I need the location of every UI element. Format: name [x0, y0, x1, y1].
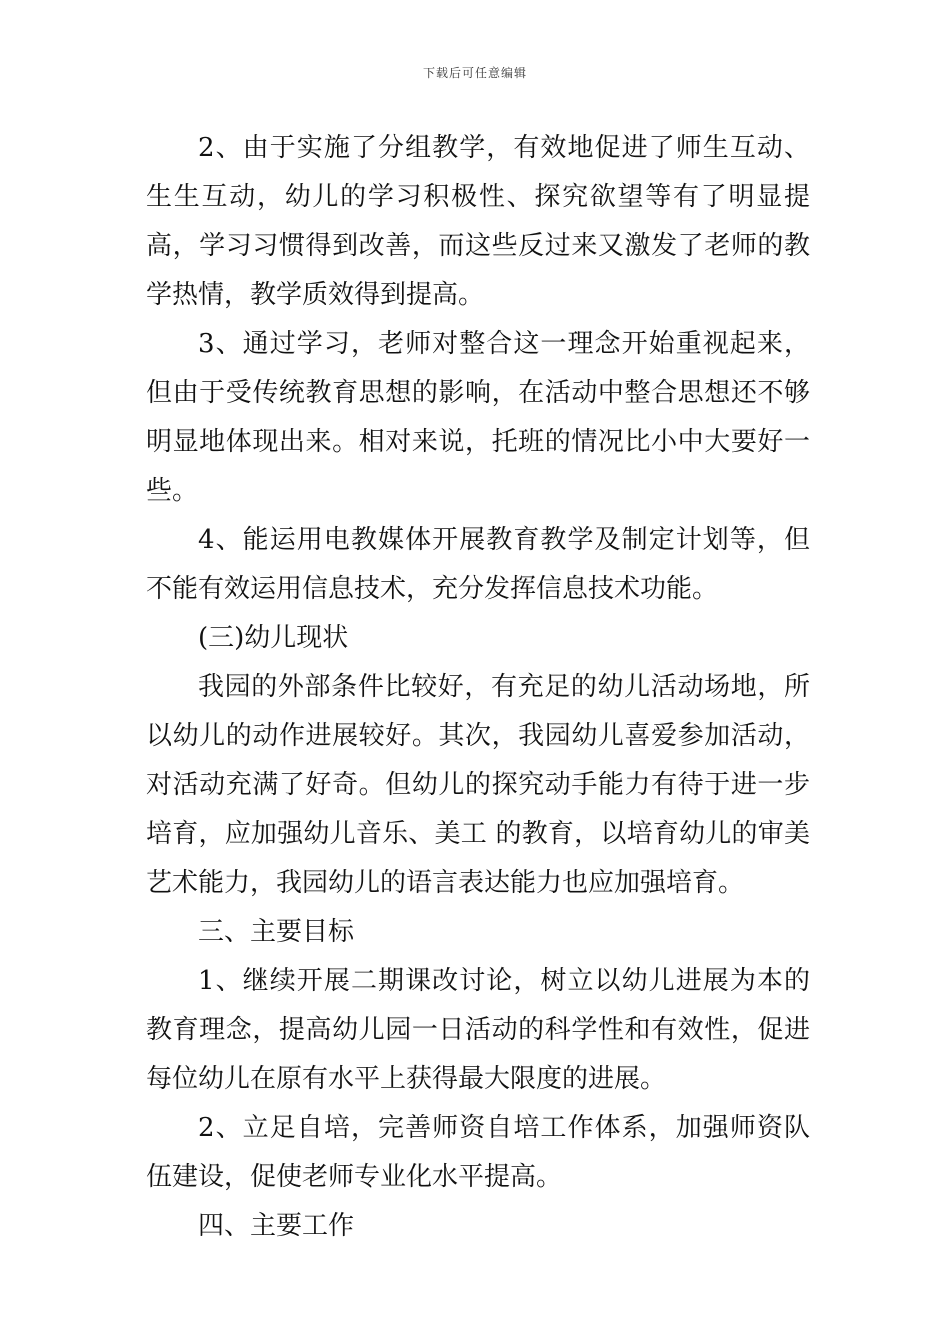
section-heading-main-goals: 三、主要目标	[198, 917, 355, 947]
section-heading-children-status: (三)幼儿现状	[198, 623, 349, 653]
section-heading-main-work: 四、主要工作	[198, 1211, 355, 1241]
paragraph-item-4-media: 4、能运用电教媒体开展教育教学及制定计划等，但不能有效运用信息技术，充分发挥信息技术功能。	[146, 525, 810, 604]
paragraph-goal-1: 1、继续开展二期课改讨论，树立以幼儿进展为本的教育理念，提高幼儿园一日活动的科学性和有效性，促进每位幼儿在原有水平上获得最大限度的进展。	[146, 966, 810, 1094]
paragraph-goal-2: 2、立足自培，完善师资自培工作体系，加强师资队伍建设，促使老师专业化水平提高。	[146, 1113, 810, 1192]
document-body	[146, 124, 810, 1251]
paragraph-item-3-integration: 3、通过学习，老师对整合这一理念开始重视起来，但由于受传统教育思想的影响，在活动中整合思想还不够明显地体现出来。相对来说，托班的情况比小中大要好一些。	[146, 329, 810, 506]
paragraph-children-status: 我园的外部条件比较好，有充足的幼儿活动场地，所以幼儿的动作进展较好。其次，我园幼儿喜爱参加活动，对活动充满了好奇。但幼儿的探究动手能力有待于进一步培育，应加强幼儿音乐、美工 的教育，以培育幼儿的审美艺术能力，我园幼儿的语言表达能力也应加强培育。	[146, 672, 810, 898]
paragraph-item-2-result: 2、由于实施了分组教学，有效地促进了师生互动、生生互动，幼儿的学习积极性、探究欲望等有了明显提高，学习习惯得到改善，而这些反过来又激发了老师的教学热情，教学质效得到提高。	[146, 133, 810, 310]
page-header: 下载后可任意编辑	[422, 66, 527, 80]
